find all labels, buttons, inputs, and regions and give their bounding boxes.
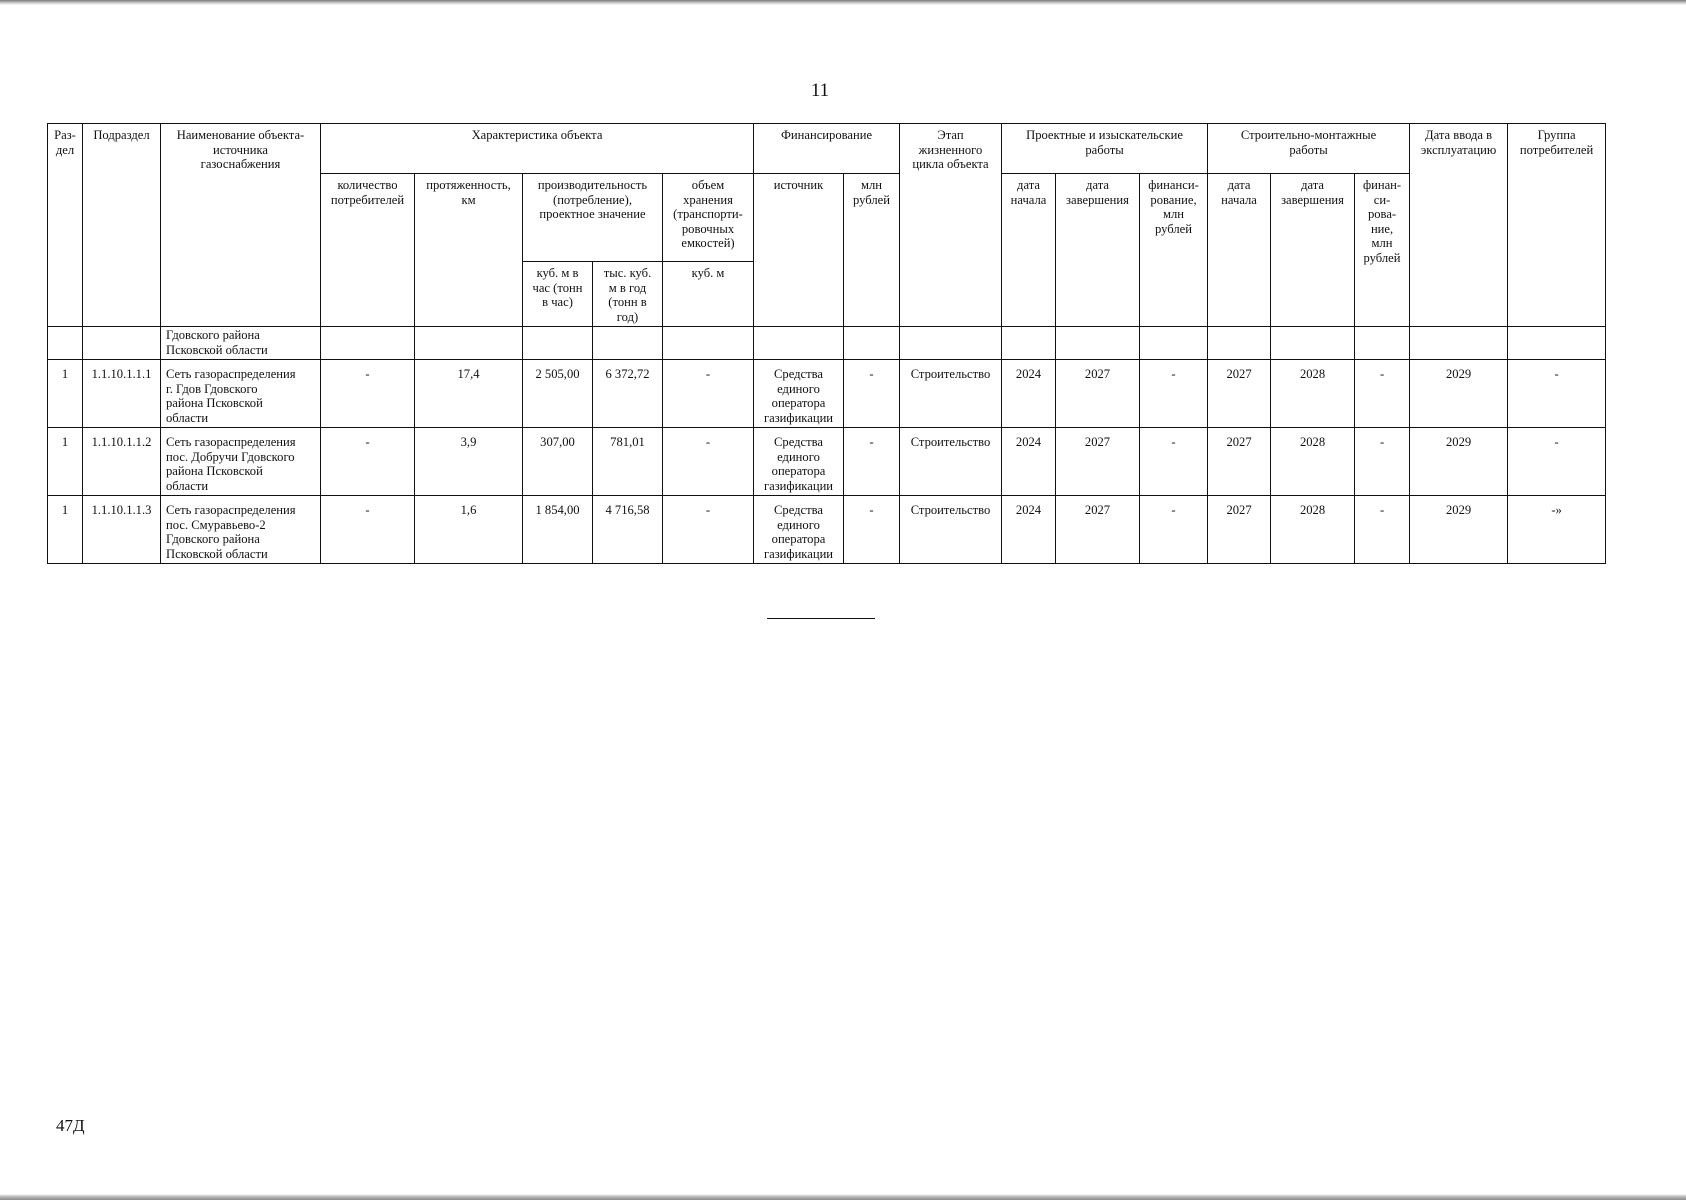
- construction-financing-cell: -: [1355, 428, 1410, 496]
- header-lifecycle-stage: Этап жизненного цикла объекта: [900, 124, 1002, 327]
- construction-start-cell: 2027: [1208, 428, 1271, 496]
- design-financing-cell: -: [1140, 496, 1208, 564]
- length-cell: 17,4: [415, 360, 523, 428]
- header-construction-financing: финан- си- рова- ние, млн рублей: [1355, 174, 1410, 327]
- construction-start-cell: 2027: [1208, 360, 1271, 428]
- header-construction-end: дата завершения: [1271, 174, 1355, 327]
- stage-cell: Строительство: [900, 496, 1002, 564]
- source-cell: Средства единого оператора газификации: [754, 428, 844, 496]
- commissioning-cell: 2029: [1410, 428, 1508, 496]
- table-row: [48, 360, 1606, 428]
- per-hour-cell: 2 505,00: [523, 360, 593, 428]
- header-design-end: дата завершения: [1056, 174, 1140, 327]
- podrazdel-cell: 1.1.10.1.1.2: [83, 428, 161, 496]
- footer-code: 47Д: [56, 1116, 85, 1135]
- source-cell: Средства единого оператора газификации: [754, 496, 844, 564]
- design-end-cell: 2027: [1056, 360, 1140, 428]
- continuation-name-cell: Гдовского района Псковской области: [161, 327, 321, 360]
- table-cell: [83, 327, 161, 360]
- length-cell: 3,9: [415, 428, 523, 496]
- header-design-financing: финанси- рование, млн рублей: [1140, 174, 1208, 327]
- header-consumer-group: Группа потребителей: [1508, 124, 1606, 327]
- header-razdel: Раз- дел: [48, 124, 83, 327]
- razdel-cell: 1: [48, 360, 83, 428]
- header-consumers-count: количество потребителей: [321, 174, 415, 327]
- source-cell: Средства единого оператора газификации: [754, 360, 844, 428]
- length-cell: 1,6: [415, 496, 523, 564]
- construction-end-cell: 2028: [1271, 360, 1355, 428]
- header-cubic-m: куб. м: [663, 262, 754, 327]
- construction-end-cell: 2028: [1271, 496, 1355, 564]
- table-row-continuation: [48, 327, 1606, 360]
- construction-financing-cell: -: [1355, 360, 1410, 428]
- podrazdel-cell: 1.1.10.1.1.3: [83, 496, 161, 564]
- construction-end-cell: 2028: [1271, 428, 1355, 496]
- design-financing-cell: -: [1140, 360, 1208, 428]
- per-year-cell: 4 716,58: [593, 496, 663, 564]
- consumer-group-cell: -: [1508, 360, 1606, 428]
- per-hour-cell: 1 854,00: [523, 496, 593, 564]
- design-financing-cell: -: [1140, 428, 1208, 496]
- storage-cell: -: [663, 496, 754, 564]
- header-construction-works: Строительно-монтажные работы: [1208, 124, 1410, 174]
- header-commissioning-date: Дата ввода в эксплуатацию: [1410, 124, 1508, 327]
- mln-rub-cell: -: [844, 360, 900, 428]
- header-length: протяженность, км: [415, 174, 523, 327]
- consumers-cell: -: [321, 496, 415, 564]
- podrazdel-cell: 1.1.10.1.1.1: [83, 360, 161, 428]
- header-storage-volume: объем хранения (транспорти- ровочных емкостей): [663, 174, 754, 262]
- construction-financing-cell: -: [1355, 496, 1410, 564]
- page-number: 11: [810, 80, 830, 101]
- consumer-group-cell: -: [1508, 428, 1606, 496]
- per-year-cell: 6 372,72: [593, 360, 663, 428]
- object-name-cell: Сеть газораспределения пос. Смуравьево-2 Гдовского района Псковской области: [161, 496, 321, 564]
- header-design-start: дата начала: [1002, 174, 1056, 327]
- design-end-cell: 2027: [1056, 428, 1140, 496]
- header-mln-rub: млн рублей: [844, 174, 900, 327]
- header-design-works: Проектные и изыскательские работы: [1002, 124, 1208, 174]
- per-hour-cell: 307,00: [523, 428, 593, 496]
- object-name-cell: Сеть газораспределения г. Гдов Гдовского района Псковской области: [161, 360, 321, 428]
- razdel-cell: 1: [48, 428, 83, 496]
- scan-edge-bottom: [0, 1194, 1686, 1200]
- mln-rub-cell: -: [844, 428, 900, 496]
- object-name-cell: Сеть газораспределения пос. Добручи Гдовского района Псковской области: [161, 428, 321, 496]
- separator-line: [767, 618, 875, 619]
- table-cell: [48, 327, 83, 360]
- header-cubic-per-hour: куб. м в час (тонн в час): [523, 262, 593, 327]
- header-object-name: Наименование объекта- источника газоснабжения: [161, 124, 321, 327]
- per-year-cell: 781,01: [593, 428, 663, 496]
- header-productivity: производительность (потребление), проектное значение: [523, 174, 663, 262]
- commissioning-cell: 2029: [1410, 496, 1508, 564]
- table-row: [48, 496, 1606, 564]
- design-start-cell: 2024: [1002, 360, 1056, 428]
- commissioning-cell: 2029: [1410, 360, 1508, 428]
- header-thousand-cubic-per-year: тыс. куб. м в год (тонн в год): [593, 262, 663, 327]
- header-source: источник: [754, 174, 844, 327]
- storage-cell: -: [663, 428, 754, 496]
- gas-objects-table: [47, 123, 1606, 564]
- consumers-cell: -: [321, 428, 415, 496]
- mln-rub-cell: -: [844, 496, 900, 564]
- header-construction-start: дата начала: [1208, 174, 1271, 327]
- header-podrazdel: Подраздел: [83, 124, 161, 327]
- table-row: [48, 428, 1606, 496]
- design-start-cell: 2024: [1002, 496, 1056, 564]
- design-start-cell: 2024: [1002, 428, 1056, 496]
- construction-start-cell: 2027: [1208, 496, 1271, 564]
- stage-cell: Строительство: [900, 360, 1002, 428]
- consumers-cell: -: [321, 360, 415, 428]
- consumer-group-cell: -»: [1508, 496, 1606, 564]
- stage-cell: Строительство: [900, 428, 1002, 496]
- header-financing: Финансирование: [754, 124, 900, 174]
- storage-cell: -: [663, 360, 754, 428]
- scan-edge-top: [0, 0, 1686, 5]
- header-characteristics: Характеристика объекта: [321, 124, 754, 174]
- design-end-cell: 2027: [1056, 496, 1140, 564]
- razdel-cell: 1: [48, 496, 83, 564]
